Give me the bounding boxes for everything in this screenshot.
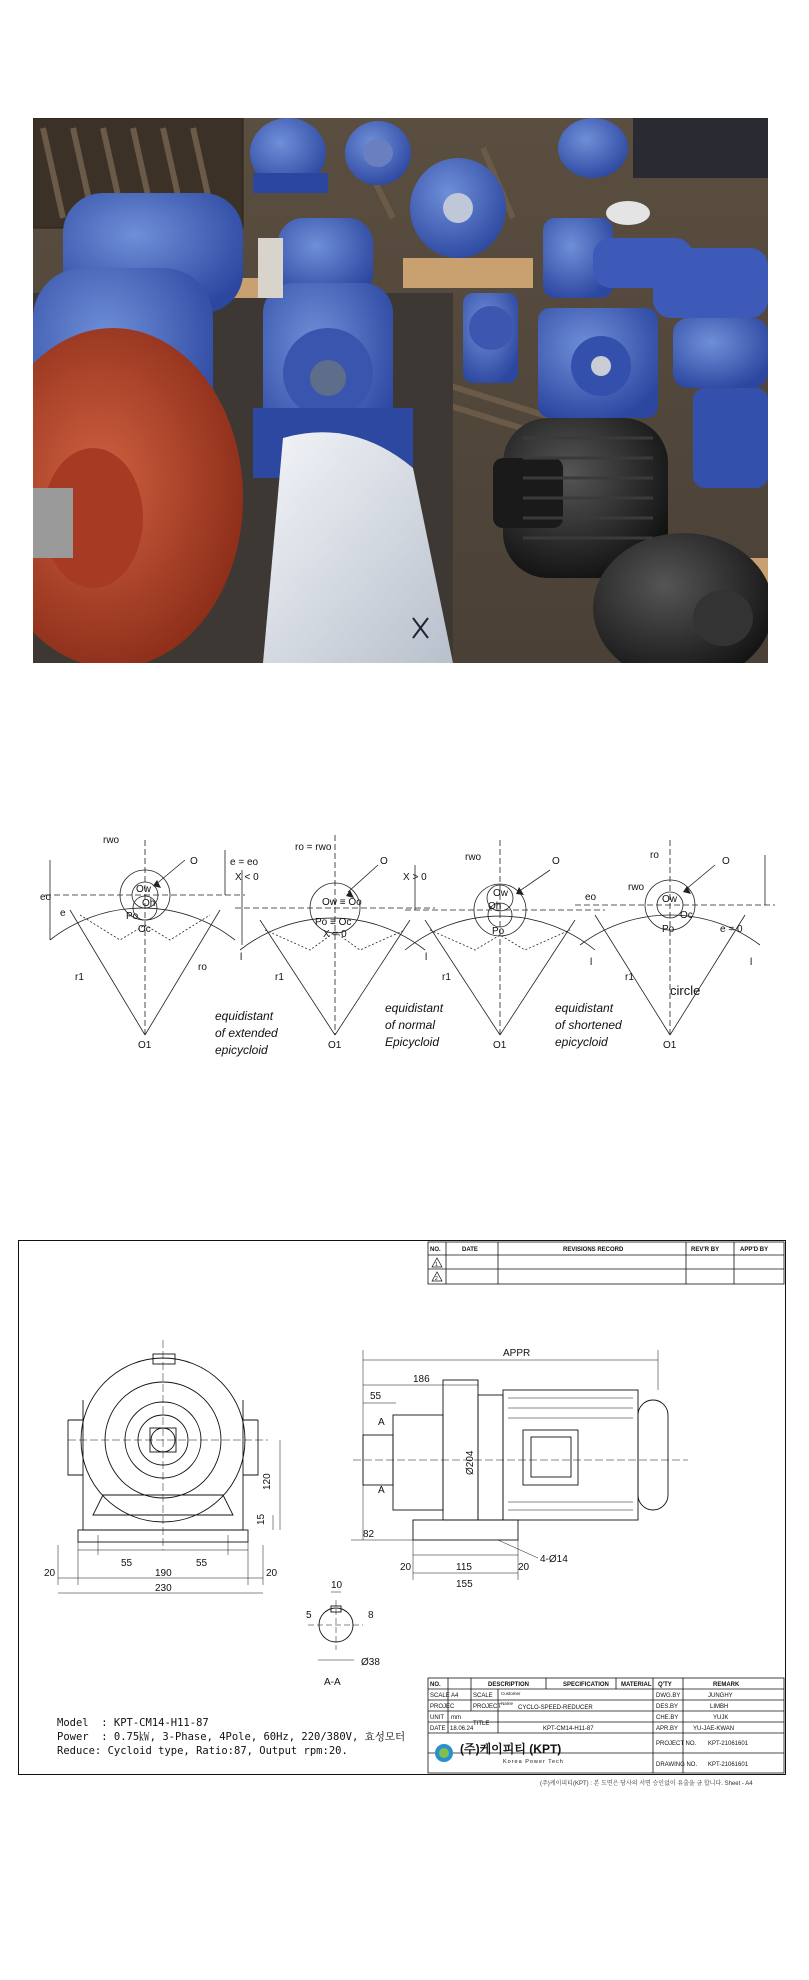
label-r1-1: r1 — [75, 972, 84, 983]
tb-unit-value: mm — [451, 1715, 461, 1721]
tb-title-label: TITLE — [473, 1721, 490, 1727]
label-l-4: l — [750, 957, 753, 968]
label-o1-2: O1 — [328, 1040, 342, 1051]
label-r1-3: r1 — [442, 972, 451, 983]
tb-scale-label: SCALE — [430, 1693, 450, 1699]
label-po-3: Po — [492, 926, 505, 937]
dim-204: Ø204 — [465, 1450, 476, 1475]
dim-15: 15 — [256, 1513, 267, 1525]
product-photo — [33, 118, 768, 663]
label-eo-1: eo — [40, 892, 52, 903]
tb-dwg-by-label: DWG.BY — [656, 1693, 681, 1699]
dim-appr: APPR — [503, 1348, 531, 1359]
label-e-eq-eo: e = eo — [230, 857, 259, 868]
label-e-1: e — [60, 908, 66, 919]
label-o1-3: O1 — [493, 1040, 507, 1051]
label-o1-1: O1 — [138, 1040, 152, 1051]
model-specs: Model : KPT-CM14-H11-87 Power : 0.75㎾, 3-Phase, 4Pole, 60Hz, 220/380V, 효성모터 Reduce: Cycloid type, Ratio:87, Output rpm:20. — [57, 1717, 406, 1757]
tb-drawing-no-label: DRAWING NO. — [656, 1762, 698, 1768]
rev-header-appd: APP'D BY — [740, 1247, 769, 1253]
rev-row-1-no: 1 — [435, 1262, 438, 1268]
label-oh-1: Oh — [142, 898, 156, 909]
label-oh-3: Oh — [488, 901, 502, 912]
caption-extended: equidistant of extended epicycloid — [215, 1009, 278, 1057]
dim-holes: 4-Ø14 — [540, 1554, 568, 1565]
tb-apr-by-label: APR.BY — [656, 1726, 679, 1732]
tb-project-label: PROJEC — [430, 1704, 455, 1710]
label-po-eq-oc: Po ≡ Oc — [315, 917, 352, 928]
tb-header-desc: DESCRIPTION — [488, 1682, 530, 1688]
label-o-1: O — [190, 856, 198, 867]
label-r1-2: r1 — [275, 972, 284, 983]
tb-title-value: KPT-CM14-H11-87 — [543, 1726, 594, 1732]
label-rwo-3: rwo — [465, 852, 482, 863]
tb-project-word: PROJECT — [473, 1704, 502, 1710]
dim-5: 5 — [306, 1610, 312, 1621]
tb-date-label: DATE — [430, 1726, 446, 1732]
dim-20-right2: 20 — [518, 1562, 530, 1573]
tb-header-no: NO. — [430, 1682, 441, 1688]
tb-dwg-by: JUNGHY — [708, 1693, 733, 1699]
company-name-en: Korea Power Tech — [503, 1759, 564, 1765]
dim-20-left: 20 — [44, 1568, 56, 1579]
dim-120: 120 — [262, 1473, 273, 1490]
dim-55-right: 55 — [196, 1558, 208, 1569]
label-e-eq-0: e = 0 — [720, 924, 743, 935]
label-r1-4: r1 — [625, 972, 634, 983]
tb-project-no: KPT-21061601 — [708, 1741, 749, 1747]
tb-scale-label2: SCALE — [473, 1693, 493, 1699]
label-circle: circle — [670, 983, 701, 998]
label-po-1: Po — [126, 911, 139, 922]
label-o-4: O — [722, 856, 730, 867]
caption-shortened: equidistant of shortened epicycloid — [555, 1001, 622, 1049]
label-oc-1: Oc — [138, 924, 151, 935]
label-eo-3: eo — [585, 892, 597, 903]
tb-unit-label: UNIT — [430, 1715, 444, 1721]
dim-55-top: 55 — [370, 1391, 382, 1402]
tb-header-qty: Q'TY — [658, 1682, 672, 1688]
dim-38: Ø38 — [361, 1657, 380, 1668]
drawing-footer-note: (주)케이피티(KPT) : 본 도면은 당사의 서면 승인없이 유출을 금 합니다. Sheet - A4 — [540, 1781, 753, 1787]
label-rwo-4: rwo — [628, 882, 645, 893]
label-l-2: l — [425, 952, 428, 963]
company-name-kr: (주)케이피티 (KPT) — [460, 1742, 562, 1756]
label-o-2: O — [380, 856, 388, 867]
label-ro-eq-rwo: ro = rwo — [295, 842, 332, 853]
caption-normal: equidistant of normal Epicycloid — [385, 1001, 444, 1049]
tb-des-by: LIMBH — [710, 1704, 729, 1710]
rev-header-revr: REV'R BY — [691, 1247, 720, 1253]
dim-55-left: 55 — [121, 1558, 133, 1569]
dim-10: 10 — [331, 1580, 343, 1591]
dim-82: 82 — [363, 1529, 375, 1540]
dim-8: 8 — [368, 1610, 374, 1621]
label-o1-4: O1 — [663, 1040, 677, 1051]
section-label: A-A — [324, 1677, 341, 1688]
rev-header-date: DATE — [462, 1247, 478, 1253]
tb-header-remark: REMARK — [713, 1682, 740, 1688]
label-ro-1: ro — [198, 962, 207, 973]
tb-che-by-label: CHE.BY — [656, 1715, 679, 1721]
dim-115: 115 — [456, 1562, 472, 1573]
label-o-3: O — [552, 856, 560, 867]
engineering-drawing — [18, 1240, 786, 1775]
label-oc-4: Oc — [680, 910, 693, 921]
label-x-eq-0: X = 0 — [323, 929, 347, 940]
tb-name-value: CYCLO-SPEED-REDUCER — [518, 1705, 593, 1711]
tb-drawing-no: KPT-21061601 — [708, 1762, 749, 1768]
label-l-1: l — [240, 952, 243, 963]
rev-header-no: NO. — [430, 1247, 441, 1253]
section-a-top: A — [378, 1417, 385, 1428]
dim-190: 190 — [155, 1568, 172, 1579]
label-x-lt-0: X < 0 — [235, 872, 259, 883]
dim-20-right1: 20 — [400, 1562, 412, 1573]
tb-customer-label: Customer — [501, 1691, 521, 1696]
tb-header-spec: SPECIFICATION — [563, 1682, 609, 1688]
dim-155: 155 — [456, 1579, 473, 1590]
label-ow-1: Ow — [136, 884, 151, 895]
tb-header-material: MATERIAL — [621, 1682, 652, 1688]
tb-name-label: Name — [501, 1701, 514, 1706]
dim-20-left2: 20 — [266, 1568, 278, 1579]
tb-scale-value: A4 — [451, 1693, 459, 1699]
label-l-3: l — [590, 957, 593, 968]
label-ow-3: Ow — [493, 888, 508, 899]
label-x-gt-0: X > 0 — [403, 872, 427, 883]
tb-des-by-label: DES.BY — [656, 1704, 679, 1710]
label-ro-4: ro — [650, 850, 659, 861]
section-a-bottom: A — [378, 1485, 385, 1496]
tb-apr-by: YU-JAE-KWAN — [693, 1726, 735, 1732]
label-rwo-1: rwo — [103, 835, 120, 846]
kpt-logo — [435, 1744, 453, 1762]
dim-230: 230 — [155, 1583, 172, 1594]
tb-project-no-label: PROJECT NO. — [656, 1741, 697, 1747]
label-po-4: Po — [662, 924, 675, 935]
rev-header-record: REVISIONS RECORD — [563, 1247, 624, 1253]
tb-che-by: YUJK — [713, 1715, 729, 1721]
label-ow-4: Ow — [662, 894, 677, 905]
dim-186: 186 — [413, 1374, 430, 1385]
rev-row-2-no: 2 — [435, 1276, 438, 1282]
tb-date-value: 18.06.24 — [450, 1726, 474, 1732]
label-ow-eq-oo: Ow ≡ Oo — [322, 897, 362, 908]
